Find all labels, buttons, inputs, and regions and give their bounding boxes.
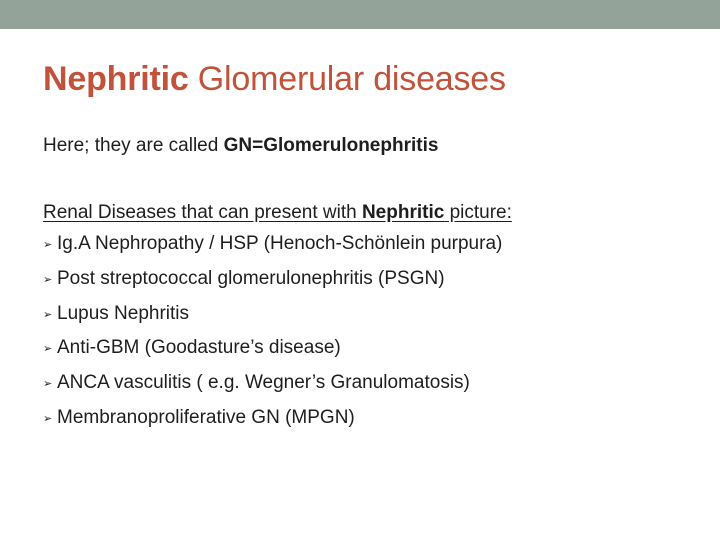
list-item [43,268,502,303]
subtitle-bold: GN=Glomerulonephritis [223,135,439,156]
list-item [43,407,502,442]
list-heading-bold: Nephritic [361,202,445,223]
subtitle [43,135,438,157]
list-item [43,372,502,407]
arrowhead-bullet-icon: ➢ [43,343,53,356]
title-rest: Glomerular diseases [188,60,506,98]
arrowhead-bullet-icon: ➢ [43,308,53,321]
list-item-text: Anti-GBM (Goodasture’s disease) [57,337,341,359]
list-heading-suffix: picture: [444,202,512,223]
list-item [43,303,502,338]
arrowhead-bullet-icon: ➢ [43,239,53,251]
list-item-text: Post streptococcal glomerulonephritis (PSGN) [57,267,445,289]
list-item-text: Membranoproliferative GN (MPGN) [57,406,355,428]
arrowhead-bullet-icon: ➢ [43,412,53,425]
list-item [43,337,502,372]
arrowhead-bullet-icon: ➢ [43,273,53,286]
subtitle-prefix: Here; they are called [43,135,224,156]
list-item-text: ANCA vasculitis ( e.g. Wegner’s Granulomatosis) [57,372,470,394]
list-item-text: Ig.A Nephropathy / HSP (Henoch-Schönlein purpura) [57,233,503,254]
list-heading-prefix: Renal Diseases that can present with [43,202,362,223]
slide-title [43,60,506,99]
list-item-text: Lupus Nephritis [57,302,190,324]
bullet-list [43,233,502,442]
list-item [43,233,502,268]
arrowhead-bullet-icon: ➢ [43,378,53,391]
title-strong-word: Nephritic [43,60,189,98]
list-heading [43,202,512,224]
top-band [0,0,720,29]
